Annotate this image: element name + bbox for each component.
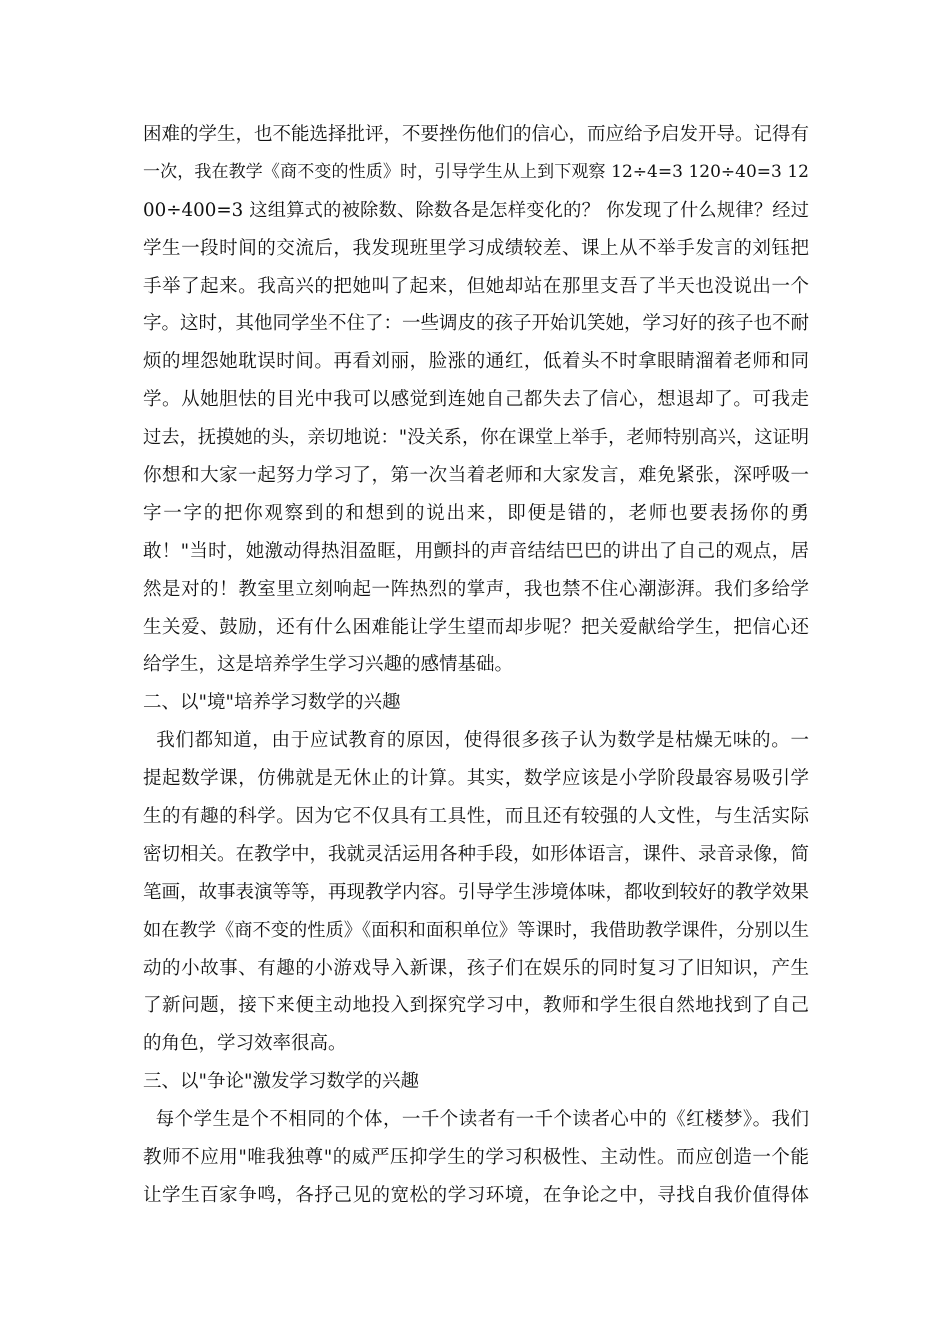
text-line: 生的有趣的科学。因为它不仅具有工具性，而且还有较强的人文性，与生活实际: [143, 806, 809, 828]
document-body: [143, 116, 809, 1215]
text-line: 笔画，故事表演等等，再现教学内容。引导学生涉境体味，都收到较好的教学效果: [143, 881, 809, 903]
text-line: 学。从她胆怯的目光中我可以感觉到连她自己都失去了信心，想退却了。可我走: [143, 389, 809, 411]
text-line: 手举了起来。我高兴的把她叫了起来，但她却站在那里支吾了半天也没说出一个: [143, 275, 809, 297]
text-line: 过去，抚摸她的头，亲切地说："没关系，你在课堂上举手，老师特别高兴，这证明: [143, 427, 809, 449]
text-line: 让学生百家争鸣，各抒己见的宽松的学习环境，在争论之中，寻找自我价值得体: [143, 1184, 809, 1206]
text-line: 动的小故事、有趣的小游戏导入新课，孩子们在娱乐的同时复习了旧知识，产生: [143, 957, 809, 979]
text-line: 的角色，学习效率很高。: [143, 1033, 347, 1055]
text-line: 困难的学生，也不能选择批评，不要挫伤他们的信心，而应给予启发开导。记得有: [143, 124, 809, 145]
text-line: 我们都知道，由于应试教育的原因，使得很多孩子认为数学是枯燥无味的。一: [143, 730, 809, 752]
text-line: 了新问题，接下来便主动地投入到探究学习中，教师和学生很自然地找到了自己: [143, 995, 809, 1017]
text-line: 每个学生是个不相同的个体，一千个读者有一千个读者心中的《红楼梦》。我们: [143, 1109, 809, 1131]
text-line: 教师不应用"唯我独尊"的威严压抑学生的学习积极性、主动性。而应创造一个能: [143, 1147, 809, 1169]
text-line: 然是对的！教室里立刻响起一阵热烈的掌声，我也禁不住心潮澎湃。我们多给学: [143, 578, 809, 600]
text-line: 字。这时，其他同学坐不住了：一些调皮的孩子开始讥笑她，学习好的孩子也不耐: [143, 313, 809, 335]
text-line: 生关爱、鼓励，还有什么困难能让学生望而却步呢？把关爱献给学生，把信心还: [143, 616, 809, 638]
text-line: 一次，我在教学《商不变的性质》时，引导学生从上到下观察 12÷4=3 120÷40=3 12: [143, 161, 809, 182]
text-line: 00÷400=3 这组算式的被除数、除数各是怎样变化的？ 你发现了什么规律？经过: [143, 199, 809, 221]
section-heading: 二、以"境"培养学习数学的兴趣: [143, 692, 401, 714]
text-line: 字一字的把你观察到的和想到的说出来，即便是错的，老师也要表扬你的勇: [143, 502, 809, 524]
text-line: 如在教学《商不变的性质》《面积和面积单位》等课时，我借助教学课件，分别以生: [143, 919, 809, 941]
text-line: 密切相关。在教学中，我就灵活运用各种手段，如形体语言，课件、录音录像，简: [143, 843, 809, 865]
text-line: 给学生，这是培养学生学习兴趣的感情基础。: [143, 654, 514, 676]
text-line: 烦的埋怨她耽误时间。再看刘丽，脸涨的通红，低着头不时拿眼睛溜着老师和同: [143, 351, 809, 373]
text-line: 你想和大家一起努力学习了，第一次当着老师和大家发言，难免紧张，深呼吸一: [143, 465, 809, 487]
text-line: 提起数学课，仿佛就是无休止的计算。其实，数学应该是小学阶段最容易吸引学: [143, 768, 809, 790]
section-heading: 三、以"争论"激发学习数学的兴趣: [143, 1071, 420, 1093]
text-line: 敢！"当时，她激动得热泪盈眶，用颤抖的声音结结巴巴的讲出了自己的观点，居: [143, 540, 809, 562]
text-line: 学生一段时间的交流后，我发现班里学习成绩较差、课上从不举手发言的刘钰把: [143, 237, 809, 259]
